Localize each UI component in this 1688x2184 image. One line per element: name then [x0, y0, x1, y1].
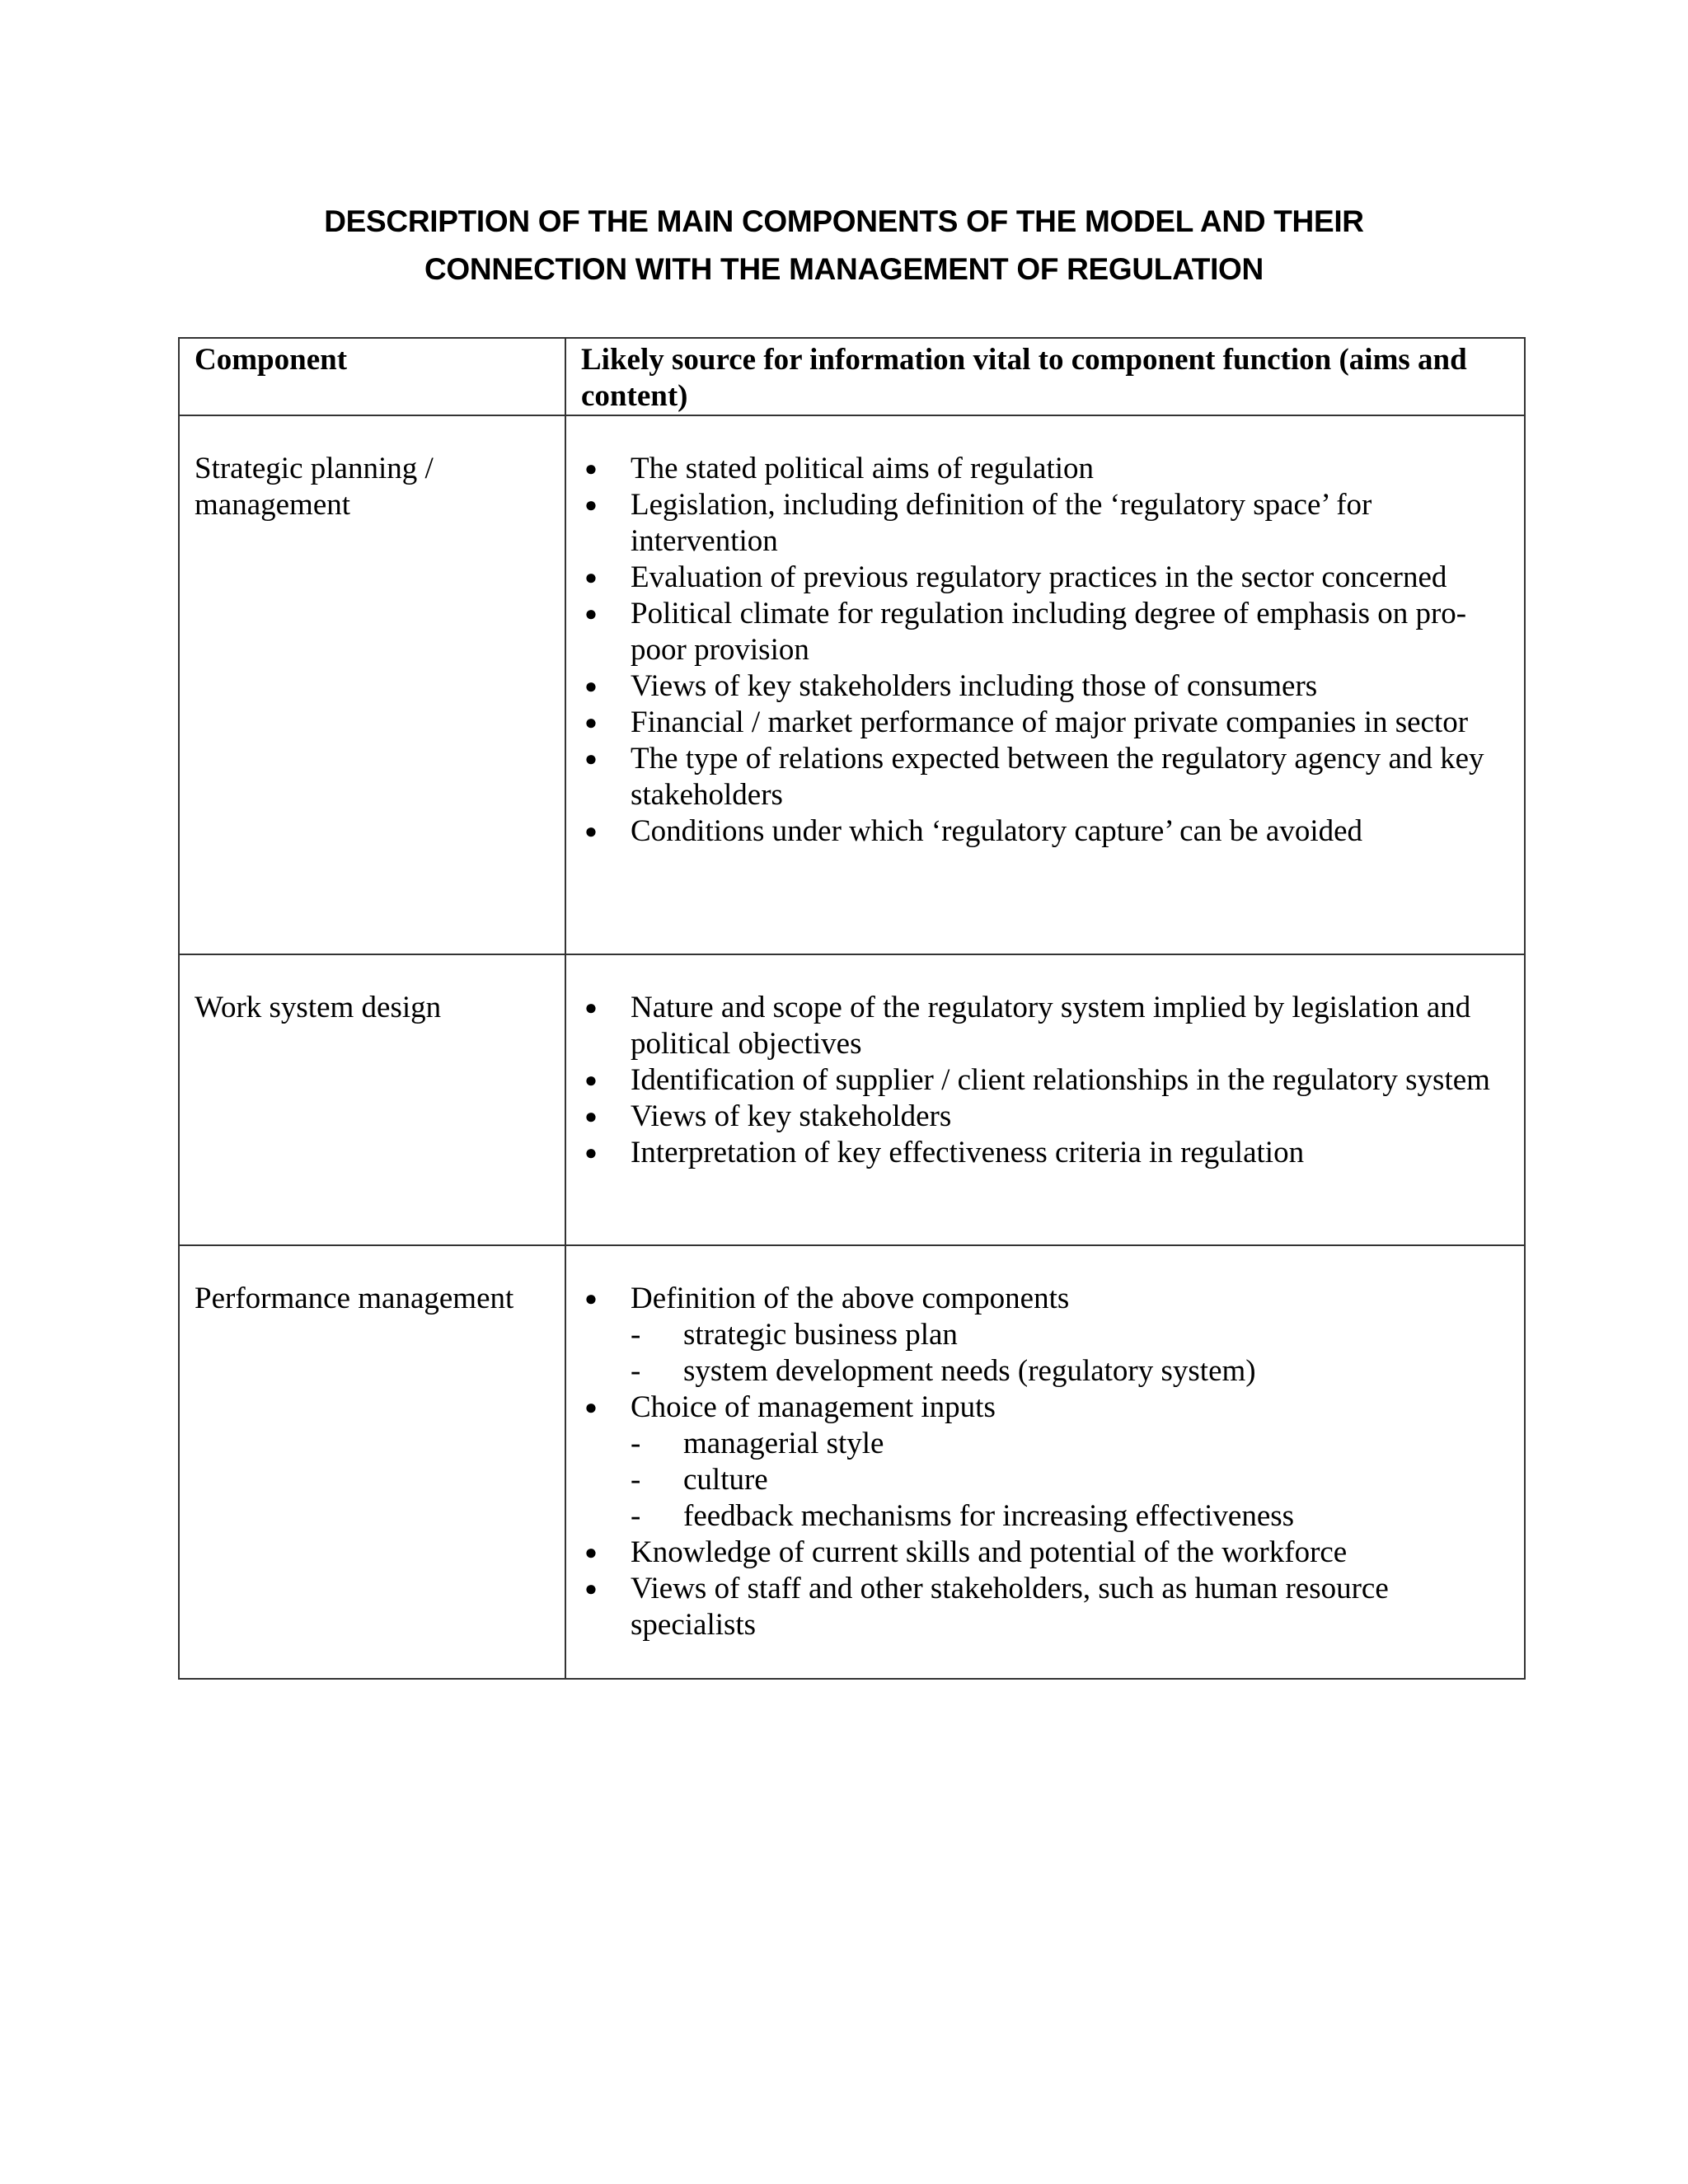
- list-item: ● Conditions under which ‘regulatory capture’ can be avoided: [583, 813, 1514, 850]
- component-cell: Work system design: [179, 954, 565, 1245]
- table-header-row: [179, 338, 1525, 415]
- bullet-icon: ●: [584, 1577, 598, 1601]
- bullet-icon: ●: [584, 1395, 598, 1419]
- bullet-icon: ●: [584, 457, 598, 480]
- title-line-1: DESCRIPTION OF THE MAIN COMPONENTS OF THE MODEL AND THEIR: [324, 204, 1364, 238]
- bullet-icon: ●: [584, 565, 598, 589]
- title-line-2: CONNECTION WITH THE MANAGEMENT OF REGULATION: [424, 252, 1264, 286]
- list-item: ● Views of key stakeholders including those of consumers: [583, 668, 1514, 705]
- source-cell: [565, 1245, 1525, 1679]
- bullet-list: [583, 451, 1514, 850]
- sub-list-item: - feedback mechanisms for increasing effectiveness: [631, 1499, 1295, 1533]
- dash-icon: -: [631, 1318, 641, 1352]
- sub-list-item: - managerial style: [631, 1427, 884, 1460]
- list-item: ● Nature and scope of the regulatory system implied by legislation and political objectives: [583, 990, 1514, 1062]
- document-title: [0, 198, 1688, 293]
- component-cell: Strategic planning / management: [179, 415, 565, 954]
- bullet-icon: ●: [584, 602, 598, 626]
- bullet-icon: ●: [584, 710, 598, 734]
- bullet-list: [583, 990, 1514, 1171]
- list-item: ● Choice of management inputs - managerial style - culture - feedback mechanisms for increasing effectiveness: [583, 1390, 1514, 1535]
- bullet-icon: ●: [584, 1141, 598, 1165]
- bullet-icon: ●: [584, 996, 598, 1019]
- source-cell: [565, 415, 1525, 954]
- bullet-icon: ●: [584, 1104, 598, 1128]
- sub-list: [631, 1426, 1514, 1535]
- list-item: ● Views of key stakeholders: [583, 1099, 1514, 1135]
- header-source: Likely source for information vital to component function (aims and content): [565, 338, 1525, 415]
- component-cell: Performance management: [179, 1245, 565, 1679]
- dash-icon: -: [631, 1463, 641, 1497]
- table-row: [179, 954, 1525, 1245]
- bullet-icon: ●: [584, 819, 598, 843]
- list-item: ● Views of staff and other stakeholders, such as human resource specialists: [583, 1571, 1514, 1643]
- list-item: ● Political climate for regulation including degree of emphasis on pro-poor provision: [583, 596, 1514, 668]
- dash-icon: -: [631, 1427, 641, 1460]
- components-table: [178, 337, 1526, 1680]
- list-item: ● Interpretation of key effectiveness criteria in regulation: [583, 1135, 1514, 1171]
- sub-list-item: - system development needs (regulatory system): [631, 1354, 1256, 1388]
- list-item: ● Identification of supplier / client relationships in the regulatory system: [583, 1062, 1514, 1099]
- sub-list-item: - culture: [631, 1463, 768, 1497]
- bullet-icon: ●: [584, 1540, 598, 1564]
- source-cell: [565, 954, 1525, 1245]
- bullet-icon: ●: [584, 1068, 598, 1092]
- sub-list-item: - strategic business plan: [631, 1318, 958, 1352]
- list-item: ● Financial / market performance of major private companies in sector: [583, 705, 1514, 741]
- bullet-icon: ●: [584, 747, 598, 771]
- dash-icon: -: [631, 1499, 641, 1533]
- list-item: ● Evaluation of previous regulatory practices in the sector concerned: [583, 560, 1514, 596]
- bullet-icon: ●: [584, 674, 598, 698]
- dash-icon: -: [631, 1354, 641, 1388]
- table-row: [179, 415, 1525, 954]
- bullet-list: [583, 1281, 1514, 1643]
- sub-list: [631, 1317, 1514, 1390]
- table-row: [179, 1245, 1525, 1679]
- bullet-icon: ●: [584, 1286, 598, 1310]
- list-item: ● The stated political aims of regulation: [583, 451, 1514, 487]
- header-component: Component: [179, 338, 565, 415]
- list-item: ● Knowledge of current skills and potential of the workforce: [583, 1535, 1514, 1571]
- list-item: ● The type of relations expected between the regulatory agency and key stakeholders: [583, 741, 1514, 813]
- list-item: ● Legislation, including definition of the ‘regulatory space’ for intervention: [583, 487, 1514, 560]
- bullet-icon: ●: [584, 493, 598, 517]
- list-item: ● Definition of the above components - strategic business plan - system development needs (regulatory system): [583, 1281, 1514, 1390]
